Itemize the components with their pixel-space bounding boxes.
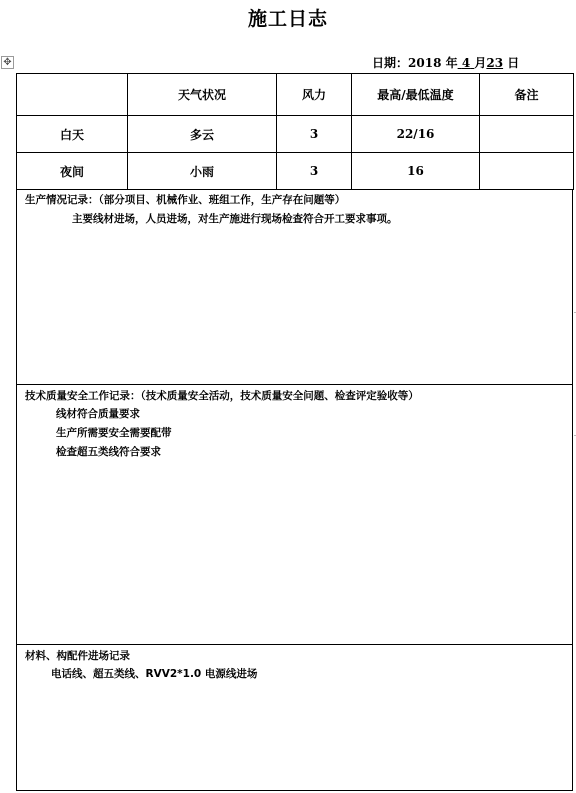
production-line: 主要线材进场，人员进场，对生产施进行现场检查符合开工要求事项。 — [72, 213, 398, 225]
period-cell: 夜间 — [17, 153, 128, 190]
temperature-cell: 22/16 — [352, 116, 480, 153]
table-row — [17, 153, 574, 190]
quality-safety-section[interactable] — [16, 385, 573, 645]
notes-cell[interactable] — [480, 153, 574, 190]
production-section[interactable] — [16, 189, 573, 385]
date-prefix: 日期： — [372, 56, 409, 70]
header-weather: 天气状况 — [128, 74, 277, 116]
weather-cell: 小雨 — [128, 153, 277, 190]
quality-line: 线材符合质量要求 — [56, 408, 140, 420]
quality-line: 检查超五类线符合要求 — [56, 446, 161, 458]
materials-section[interactable] — [16, 645, 573, 791]
header-temperature: 最高/最低温度 — [352, 74, 480, 116]
temperature-cell: 16 — [352, 153, 480, 190]
date-month-unit: 月 — [474, 56, 487, 70]
materials-section-title: 材料、构配件进场记录 — [25, 650, 130, 662]
date-line — [372, 54, 519, 71]
date-year: 2018 — [408, 56, 442, 70]
notes-cell[interactable] — [480, 116, 574, 153]
header-cell-empty — [17, 74, 128, 116]
period-cell: 白天 — [17, 116, 128, 153]
date-day-unit: 日 — [507, 56, 520, 70]
production-section-title: 生产情况记录：（部分项目、机械作业、班组工作，生产存在问题等） — [25, 194, 346, 206]
quality-safety-section-title: 技术质量安全工作记录：（技术质量安全活动，技术质量安全问题、检查评定验收等） — [25, 390, 419, 402]
wind-cell: 3 — [277, 116, 352, 153]
weather-table — [16, 73, 574, 190]
date-month: 4 — [461, 56, 471, 70]
table-move-handle-icon[interactable]: ✥ — [1, 56, 14, 69]
table-row — [17, 116, 574, 153]
wind-cell: 3 — [277, 153, 352, 190]
header-wind: 风力 — [277, 74, 352, 116]
date-year-unit: 年 — [445, 56, 458, 70]
header-notes: 备注 — [480, 74, 574, 116]
materials-line: 电话线、超五类线、RVV2*1.0 电源线进场 — [51, 668, 258, 680]
weather-cell: 多云 — [128, 116, 277, 153]
table-header-row — [17, 74, 574, 116]
quality-line: 生产所需要安全需要配带 — [56, 427, 172, 439]
document-title: 施工日志 — [247, 8, 328, 30]
date-day: 23 — [486, 56, 504, 70]
